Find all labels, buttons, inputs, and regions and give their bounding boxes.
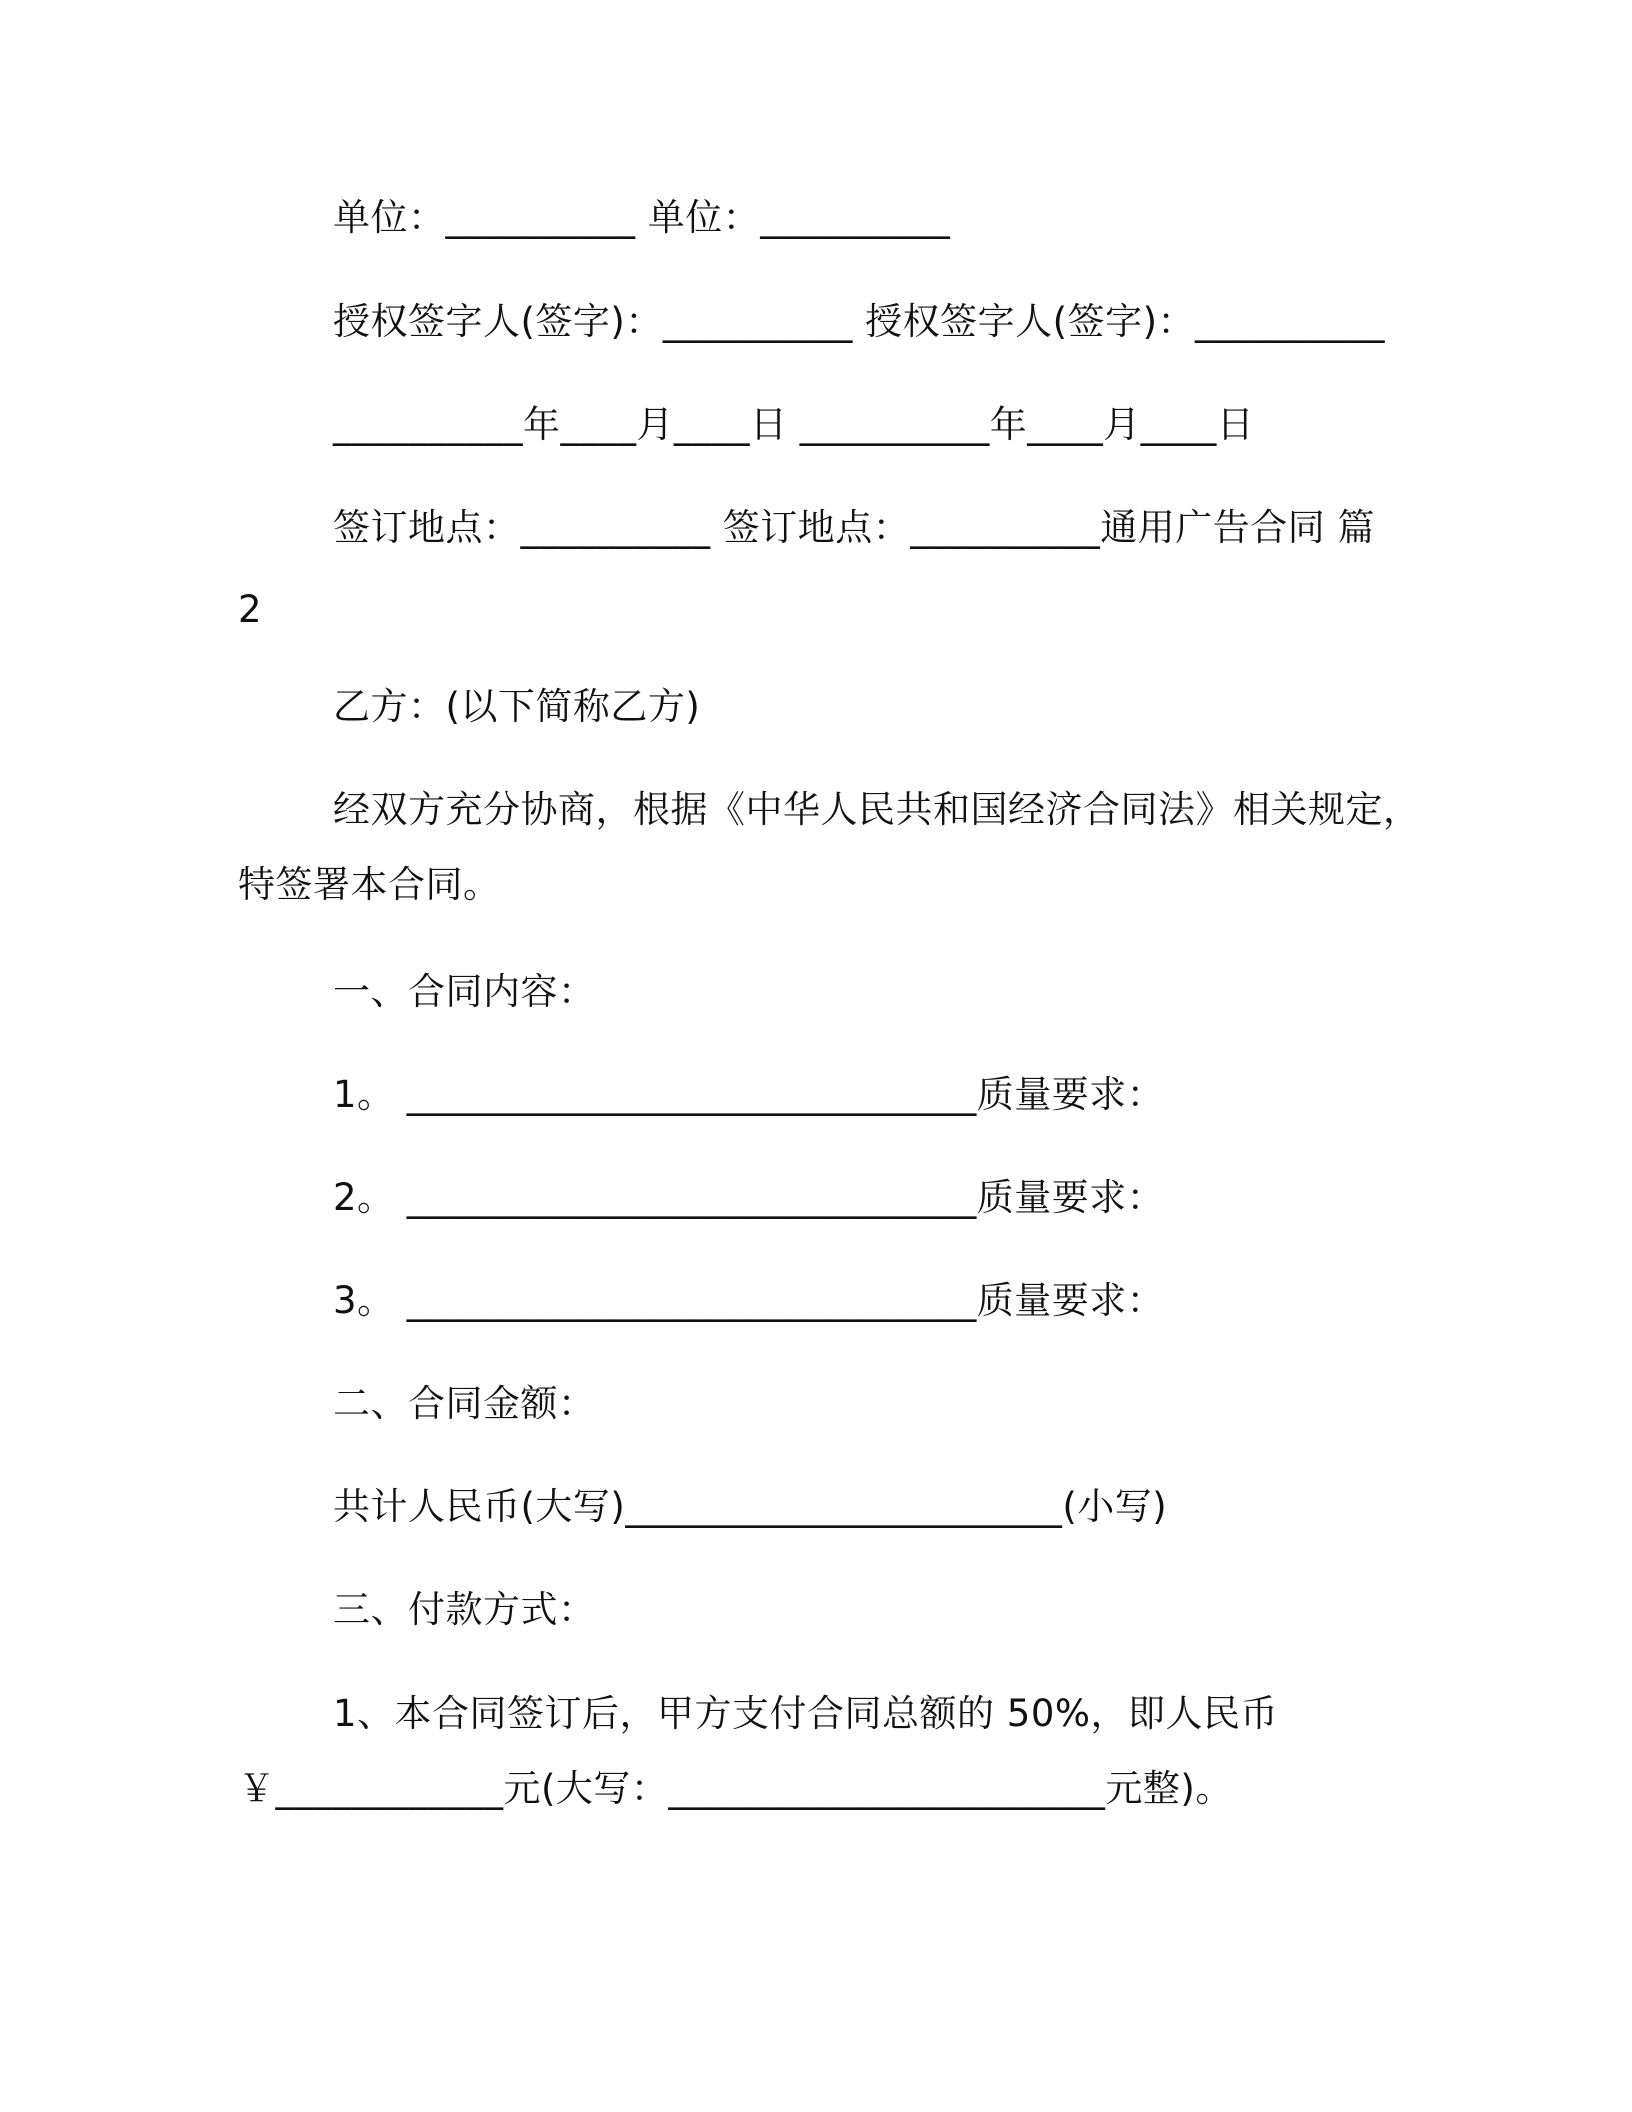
heading-contract-amount: 二、合同金额：: [333, 1382, 596, 1425]
preamble-line-1: 经双方充分协商，根据《中华人民共和国经济合同法》相关规定，: [333, 788, 1421, 831]
heading-payment-method: 三、付款方式：: [333, 1588, 596, 1631]
authorized-signatory-line: 授权签字人(签字)：__________ 授权签字人(签字)：__________: [333, 300, 1386, 343]
payment-line-1: 1、本合同签订后，甲方支付合同总额的 50%，即人民币: [333, 1692, 1279, 1735]
payment-line-2: ￥____________元(大写：_______________________元整)。: [238, 1767, 1233, 1810]
preamble-line-2: 特签署本合同。: [238, 863, 501, 906]
total-amount-line: 共计人民币(大写)_______________________(小写): [333, 1485, 1168, 1528]
heading-contract-content: 一、合同内容：: [333, 970, 596, 1013]
section-number-line: 2: [238, 588, 263, 631]
unit-line: 单位：__________ 单位：__________: [333, 196, 951, 239]
content-item-3: 3。 ______________________________质量要求：: [333, 1279, 1165, 1322]
signing-place-line: 签订地点：__________ 签订地点：__________通用广告合同 篇: [333, 506, 1376, 549]
party-b-line: 乙方：(以下简称乙方): [333, 685, 701, 728]
content-item-2: 2。 ______________________________质量要求：: [333, 1176, 1165, 1219]
content-item-1: 1。 ______________________________质量要求：: [333, 1073, 1165, 1116]
date-line: __________年____月____日 __________年____月____日: [333, 403, 1255, 446]
